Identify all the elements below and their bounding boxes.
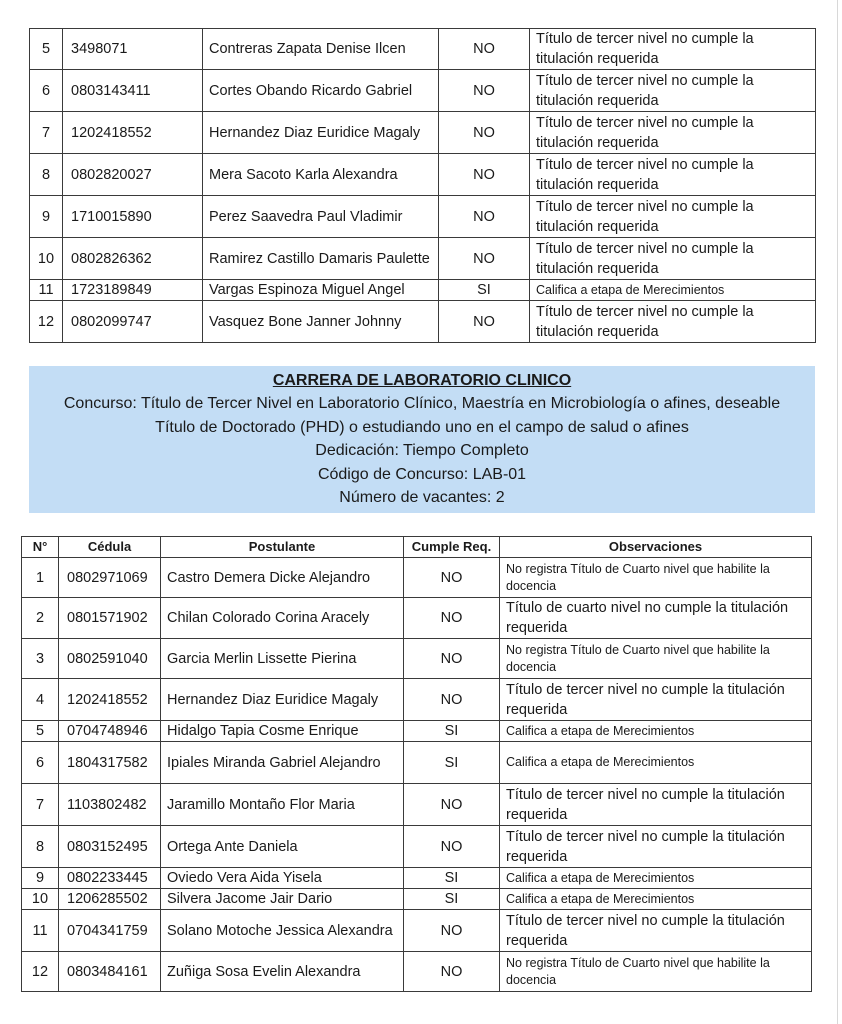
cedula-cell: 1723189849 (63, 280, 203, 301)
postulante-cell: Perez Saavedra Paul Vladimir (203, 196, 439, 238)
observaciones-cell: Título de tercer nivel no cumple la titulación requerida (530, 154, 816, 196)
postulante-cell: Silvera Jacome Jair Dario (161, 889, 404, 910)
cumple-req-cell: NO (439, 70, 530, 112)
applicants-table-previous-body (30, 29, 816, 343)
table-row (22, 889, 812, 910)
cumple-req-cell: NO (404, 639, 500, 679)
row-number: 5 (30, 29, 63, 70)
applicants-table-laboratorio (21, 536, 812, 992)
observaciones-cell: Título de tercer nivel no cumple la titulación requerida (530, 238, 816, 280)
postulante-cell: Hidalgo Tapia Cosme Enrique (161, 721, 404, 742)
row-number: 6 (30, 70, 63, 112)
header-cumple-req: Cumple Req. (404, 537, 500, 558)
postulante-cell: Cortes Obando Ricardo Gabriel (203, 70, 439, 112)
postulante-cell: Ortega Ante Daniela (161, 826, 404, 868)
cedula-cell: 0704341759 (59, 910, 161, 952)
cumple-req-cell: NO (439, 238, 530, 280)
applicants-table-laboratorio-body (22, 558, 812, 992)
cedula-cell: 1710015890 (63, 196, 203, 238)
header-cedula: Cédula (59, 537, 161, 558)
postulante-cell: Solano Motoche Jessica Alexandra (161, 910, 404, 952)
row-number: 10 (22, 889, 59, 910)
cumple-req-cell: NO (404, 826, 500, 868)
header-observaciones: Observaciones (500, 537, 812, 558)
observaciones-cell: Título de tercer nivel no cumple la titulación requerida (530, 196, 816, 238)
table-row (22, 784, 812, 826)
vacantes-line: Número de vacantes: 2 (339, 489, 505, 507)
observaciones-cell: Califica a etapa de Merecimientos (500, 868, 812, 889)
postulante-cell: Vargas Espinoza Miguel Angel (203, 280, 439, 301)
cedula-cell: 0704748946 (59, 721, 161, 742)
cedula-cell: 0803484161 (59, 952, 161, 992)
cedula-cell: 0802591040 (59, 639, 161, 679)
row-number: 12 (30, 301, 63, 343)
observaciones-cell: Califica a etapa de Merecimientos (530, 280, 816, 301)
row-number: 5 (22, 721, 59, 742)
cedula-cell: 0802971069 (59, 558, 161, 598)
cedula-cell: 3498071 (63, 29, 203, 70)
cumple-req-cell: SI (439, 280, 530, 301)
table-row (22, 910, 812, 952)
observaciones-cell: No registra Título de Cuarto nivel que habilite la docencia (500, 952, 812, 992)
postulante-cell: Jaramillo Montaño Flor Maria (161, 784, 404, 826)
table-row (22, 598, 812, 639)
postulante-cell: Hernandez Diaz Euridice Magaly (161, 679, 404, 721)
cedula-cell: 0803152495 (59, 826, 161, 868)
row-number: 6 (22, 742, 59, 784)
postulante-cell: Hernandez Diaz Euridice Magaly (203, 112, 439, 154)
row-number: 8 (22, 826, 59, 868)
row-number: 11 (30, 280, 63, 301)
table-row (30, 301, 816, 343)
cumple-req-cell: NO (404, 784, 500, 826)
cumple-req-cell: NO (439, 196, 530, 238)
observaciones-cell: Título de tercer nivel no cumple la titulación requerida (500, 784, 812, 826)
postulante-cell: Ipiales Miranda Gabriel Alejandro (161, 742, 404, 784)
cedula-cell: 1804317582 (59, 742, 161, 784)
table-row (22, 679, 812, 721)
cumple-req-cell: NO (439, 154, 530, 196)
row-number: 3 (22, 639, 59, 679)
row-number: 9 (22, 868, 59, 889)
cumple-req-cell: SI (404, 742, 500, 784)
row-number: 11 (22, 910, 59, 952)
cedula-cell: 1206285502 (59, 889, 161, 910)
table-row (30, 29, 816, 70)
observaciones-cell: Título de tercer nivel no cumple la titulación requerida (500, 679, 812, 721)
cumple-req-cell: NO (439, 29, 530, 70)
concurso-line-2: Título de Doctorado (PHD) o estudiando uno en el campo de salud o afines (155, 418, 689, 436)
table-row (30, 238, 816, 280)
observaciones-cell: Título de tercer nivel no cumple la titulación requerida (530, 29, 816, 70)
observaciones-cell: Título de cuarto nivel no cumple la titulación requerida (500, 598, 812, 639)
cedula-cell: 1202418552 (59, 679, 161, 721)
applicants-table-previous (29, 28, 816, 343)
cumple-req-cell: NO (439, 301, 530, 343)
row-number: 7 (22, 784, 59, 826)
observaciones-cell: Título de tercer nivel no cumple la titulación requerida (500, 910, 812, 952)
cumple-req-cell: SI (404, 721, 500, 742)
cumple-req-cell: NO (404, 910, 500, 952)
table-row (22, 742, 812, 784)
table-row (22, 952, 812, 992)
table-row (22, 558, 812, 598)
postulante-cell: Castro Demera Dicke Alejandro (161, 558, 404, 598)
observaciones-cell: Título de tercer nivel no cumple la titulación requerida (530, 112, 816, 154)
postulante-cell: Vasquez Bone Janner Johnny (203, 301, 439, 343)
table-row (22, 868, 812, 889)
cedula-cell: 0801571902 (59, 598, 161, 639)
postulante-cell: Contreras Zapata Denise Ilcen (203, 29, 439, 70)
dedicacion-line: Dedicación: Tiempo Completo (315, 442, 529, 460)
postulante-cell: Garcia Merlin Lissette Pierina (161, 639, 404, 679)
postulante-cell: Mera Sacoto Karla Alexandra (203, 154, 439, 196)
cedula-cell: 0802820027 (63, 154, 203, 196)
cedula-cell: 1202418552 (63, 112, 203, 154)
observaciones-cell: Título de tercer nivel no cumple la titulación requerida (530, 70, 816, 112)
career-title: CARRERA DE LABORATORIO CLINICO (272, 372, 572, 389)
observaciones-cell: Califica a etapa de Merecimientos (500, 889, 812, 910)
scan-edge-line (837, 0, 838, 1024)
table-row (22, 721, 812, 742)
cumple-req-cell: NO (404, 598, 500, 639)
cedula-cell: 0802233445 (59, 868, 161, 889)
header-number: N° (22, 537, 59, 558)
observaciones-cell: Título de tercer nivel no cumple la titulación requerida (500, 826, 812, 868)
table-header-row (22, 537, 812, 558)
observaciones-cell: No registra Título de Cuarto nivel que habilite la docencia (500, 558, 812, 598)
table-row (30, 70, 816, 112)
row-number: 2 (22, 598, 59, 639)
row-number: 7 (30, 112, 63, 154)
row-number: 12 (22, 952, 59, 992)
header-postulante: Postulante (161, 537, 404, 558)
observaciones-cell: Califica a etapa de Merecimientos (500, 742, 812, 784)
row-number: 1 (22, 558, 59, 598)
row-number: 4 (22, 679, 59, 721)
row-number: 8 (30, 154, 63, 196)
postulante-cell: Oviedo Vera Aida Yisela (161, 868, 404, 889)
table-row (22, 826, 812, 868)
cedula-cell: 0802099747 (63, 301, 203, 343)
cedula-cell: 0802826362 (63, 238, 203, 280)
observaciones-cell: No registra Título de Cuarto nivel que habilite la docencia (500, 639, 812, 679)
table-row (22, 639, 812, 679)
table-row (30, 112, 816, 154)
cumple-req-cell: SI (404, 868, 500, 889)
postulante-cell: Ramirez Castillo Damaris Paulette (203, 238, 439, 280)
cumple-req-cell: NO (404, 679, 500, 721)
table-row (30, 196, 816, 238)
postulante-cell: Zuñiga Sosa Evelin Alexandra (161, 952, 404, 992)
cumple-req-cell: NO (439, 112, 530, 154)
career-banner (29, 366, 815, 513)
codigo-line: Código de Concurso: LAB-01 (317, 465, 527, 483)
observaciones-cell: Califica a etapa de Merecimientos (500, 721, 812, 742)
cedula-cell: 1103802482 (59, 784, 161, 826)
observaciones-cell: Título de tercer nivel no cumple la titulación requerida (530, 301, 816, 343)
table-row (30, 280, 816, 301)
cumple-req-cell: NO (404, 558, 500, 598)
postulante-cell: Chilan Colorado Corina Aracely (161, 598, 404, 639)
cumple-req-cell: NO (404, 952, 500, 992)
row-number: 10 (30, 238, 63, 280)
cedula-cell: 0803143411 (63, 70, 203, 112)
table-row (30, 154, 816, 196)
cumple-req-cell: SI (404, 889, 500, 910)
row-number: 9 (30, 196, 63, 238)
concurso-line-1: Concurso: Título de Tercer Nivel en Laboratorio Clínico, Maestría en Microbiología o afines, deseable (63, 395, 781, 413)
